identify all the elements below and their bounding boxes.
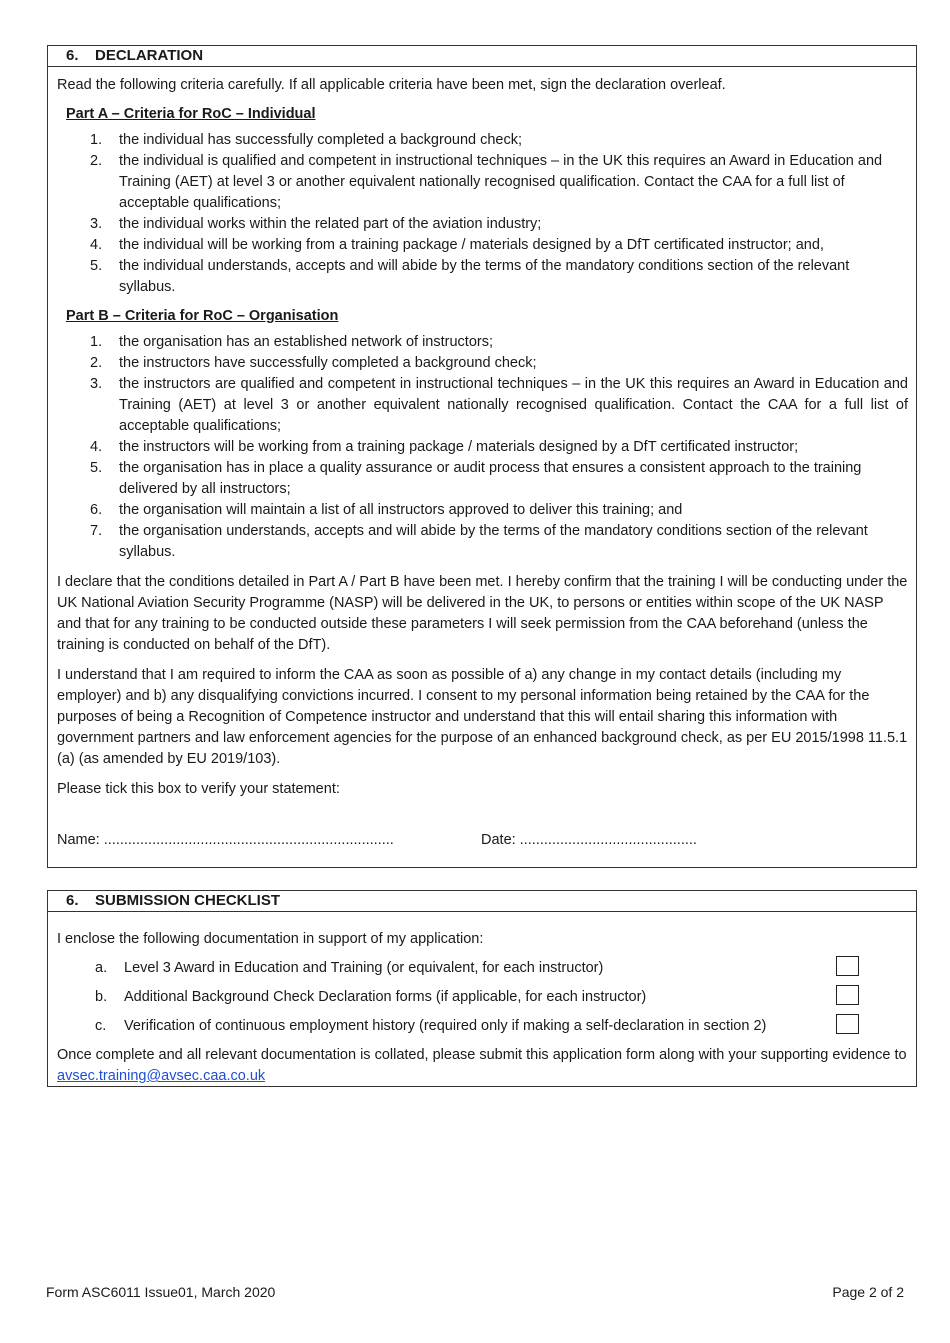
list-item: 1. the individual has successfully completed a background check; [90,132,523,148]
checklist-header [48,891,916,912]
list-item: 4. the instructors will be working from a training package / materials designed by a DfT certificated instructor; [90,439,799,455]
page-number: Page 2 of 2 [832,1284,904,1300]
part-b-list [57,332,908,563]
name-field[interactable]: Name: ........................................................................ [57,832,394,848]
checklist-intro: I enclose the following documentation in support of my application: [57,931,484,947]
part-a-title: Part A – Criteria for RoC – Individual [66,106,316,122]
list-item: 2. the instructors have successfully completed a background check; [90,355,537,371]
section-number: 6. [66,892,79,909]
declaration-intro: Read the following criteria carefully. If all applicable criteria have been met, sign the declaration overleaf. [57,77,726,93]
consent-statement: I understand that I am required to inform the CAA as soon as possible of a) any change in my contact details (including my employer) and b) any disqualifying convictions incurred. I consent to my personal information being retained by the CAA for the purposes of being a Recognition of Competence instructor and understand that this will entail sharing this information with government partners and law enforcement agencies for the purpose of an enhanced background check, as per EU 2015/1998 11.5.1 (a) (as amended by EU 2019/103). [57,667,908,767]
part-a-list [57,130,908,298]
section-number: 6. [66,47,79,64]
list-item: 5. the individual understands, accepts and will abide by the terms of the mandatory conditions section of the relevant syllabus. [90,258,850,295]
checklist-section [47,890,917,1087]
checklist-item-c: c. Verification of continuous employment history (required only if making a self-declaration in section 2) [57,1016,908,1037]
closing-text: Once complete and all relevant documentation is collated, please submit this application form along with your supporting evidence to avsec.training@avsec.caa.co.uk [57,1047,907,1084]
section-title: SUBMISSION CHECKLIST [95,892,281,909]
list-item: 3. the individual works within the related part of the aviation industry; [90,216,542,232]
checkbox[interactable] [836,956,859,976]
list-item: 7. the organisation understands, accepts and will abide by the terms of the mandatory conditions section of the relevant syllabus. [90,523,868,560]
declaration-header [48,46,916,67]
checklist-items [57,958,908,1037]
list-item: 3. the instructors are qualified and competent in instructional techniques – in the UK this requires an Award in Education and Training (AET) at level 3 or another equivalent nationally recognised qualification. Contact the CAA for a full list of acceptable qualifications; [90,376,908,434]
list-item: 1. the organisation has an established network of instructors; [90,334,493,350]
part-b-title: Part B – Criteria for RoC – Organisation [66,308,339,324]
checkbox[interactable] [836,985,859,1005]
list-item: 4. the individual will be working from a training package / materials designed by a DfT certificated instructor; and, [90,237,824,253]
tick-prompt: Please tick this box to verify your statement: [57,781,340,797]
date-field[interactable]: Date: ............................................ [481,832,697,848]
email-link[interactable]: avsec.training@avsec.caa.co.uk [57,1068,266,1084]
list-item: 2. the individual is qualified and competent in instructional techniques – in the UK this requires an Award in Education and Training (AET) at level 3 or another equivalent nationally recognised qualification. Contact the CAA for a full list of acceptable qualifications; [90,153,883,211]
declaration-section [47,45,917,868]
list-item: 6. the organisation will maintain a list of all instructors approved to deliver this training; and [90,502,683,518]
section-title: DECLARATION [95,47,204,64]
list-item: 5. the organisation has in place a quality assurance or audit process that ensures a consistent approach to the training delivered by all instructors; [90,460,862,497]
signature-row [57,832,908,853]
checklist-item-b: b. Additional Background Check Declaration forms (if applicable, for each instructor) [57,987,908,1008]
declaration-statement: I declare that the conditions detailed in Part A / Part B have been met. I hereby confirm that the training I will be conducting under the UK National Aviation Security Programme (NASP) will be delivered in the UK, to persons or entities within scope of the UK NASP and that for any training to be conducted outside these parameters I will seek permission from the CAA beforehand (unless the training is conducted on behalf of the DfT). [57,574,908,653]
checklist-item-a: a. Level 3 Award in Education and Training (or equivalent, for each instructor) [57,958,908,979]
checkbox[interactable] [836,1014,859,1034]
form-id: Form ASC6011 Issue01, March 2020 [46,1284,276,1300]
